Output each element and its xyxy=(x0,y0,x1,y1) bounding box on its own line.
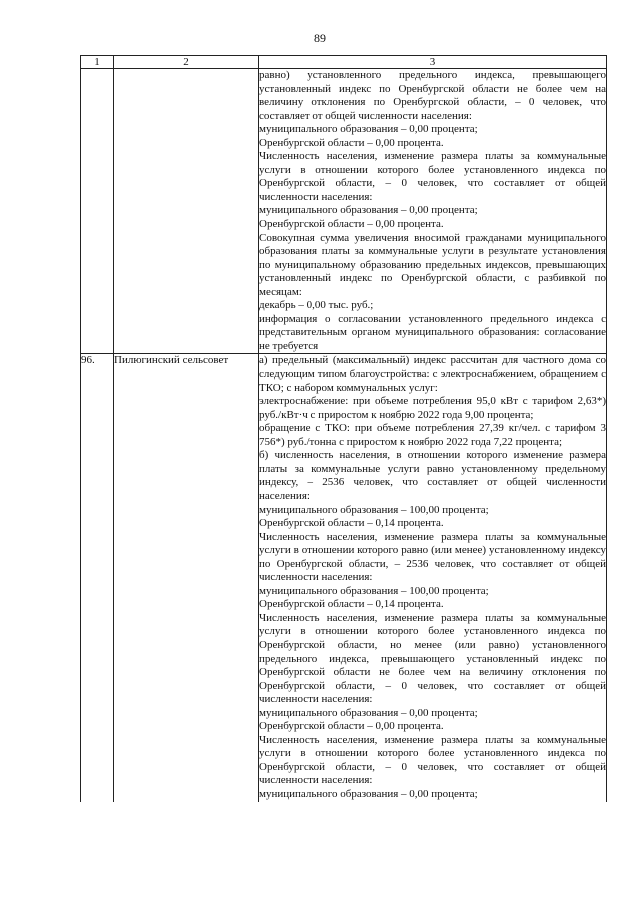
paragraph: муниципального образования – 0,00 процента; xyxy=(259,204,478,217)
paragraph: обращение с ТКО: при объеме потребления 27,39 кг/чел. с тарифом 3 756*) руб./тонна с приростом к ноябрю 2022 года 7,22 процента; xyxy=(259,422,606,448)
paragraph: муниципального образования – 100,00 процента; xyxy=(259,584,489,597)
paragraph: Оренбургской области – 0,00 процента. xyxy=(259,720,444,733)
paragraph: муниципального образования – 0,00 процента; xyxy=(259,787,478,800)
row-number xyxy=(81,69,114,354)
paragraph: Численность населения, изменение размера платы за коммунальные услуги в отношении которого равно (или менее) установленному индексу по Оренбургской области, – 2536 человек, что составляет от общей численности населения: xyxy=(259,530,606,584)
paragraph: Оренбургской области – 0,14 процента. xyxy=(259,598,444,611)
paragraph: Совокупная сумма увеличения вносимой гражданами муниципального образования платы за коммунальные услуги в результате установления по муниципальному образованию предельных индексов, превышающих установленный индекс по Оренбургской области, с разбивкой по месяцам: xyxy=(259,231,606,298)
paragraph: декабрь – 0,00 тыс. руб.; xyxy=(259,299,374,312)
municipality-name xyxy=(114,69,259,354)
paragraph: а) предельный (максимальный) индекс рассчитан для частного дома со следующим типом благоустройства: с электроснабжением, обращением с ТКО; с набором коммунальных услуг: xyxy=(259,354,606,394)
paragraph: Оренбургской области – 0,00 процента. xyxy=(259,218,444,231)
municipality-name: Пилюгинский сельсовет xyxy=(114,354,259,802)
paragraph: Численность населения, изменение размера платы за коммунальные услуги в отношении которого более установленного индекса по Оренбургской области, – 0 человек, что составляет от общей численности населения: xyxy=(259,733,606,787)
header-col-2: 2 xyxy=(114,56,259,69)
paragraph: Численность населения, изменение размера платы за коммунальные услуги в отношении которого более установленного индекса по Оренбургской области, – 0 человек, что составляет от общей численности населения: xyxy=(259,150,606,203)
paragraph: б) численность населения, в отношении которого изменение размера платы за коммунальные услуги равно установленному предельному индексу, – 2536 человек, что составляет от общей численности населения: xyxy=(259,449,606,502)
header-col-1: 1 xyxy=(81,56,114,69)
row-description xyxy=(259,69,607,354)
paragraph: информация о согласовании установленного предельного индекса с представительным органом муниципального образования: согласование не требуется xyxy=(259,312,606,352)
paragraph: Оренбургской области – 0,14 процента. xyxy=(259,517,444,530)
paragraph: Оренбургской области – 0,00 процента. xyxy=(259,136,444,149)
header-col-3: 3 xyxy=(259,56,607,69)
table-row xyxy=(81,69,607,354)
tariff-index-table xyxy=(80,55,607,802)
row-description xyxy=(259,354,607,802)
paragraph: равно) установленного предельного индекса, превышающего установленный индекс по Оренбургской области не более чем на величину отклонения по Оренбургской области, – 0 человек, что составляет от общей численности населения: xyxy=(259,69,606,122)
paragraph: электроснабжение: при объеме потребления 95,0 кВт с тарифом 2,63*) руб./кВт·ч с приростом к ноябрю 2022 года 9,00 процента; xyxy=(259,395,606,421)
paragraph: муниципального образования – 0,00 процента; xyxy=(259,706,478,719)
page-number: 89 xyxy=(314,31,326,45)
table-row xyxy=(81,354,607,802)
table-header-row xyxy=(81,56,607,69)
row-number: 96. xyxy=(81,354,114,802)
paragraph: Численность населения, изменение размера платы за коммунальные услуги в отношении которого более установленного индекса по Оренбургской области, но менее (или равно) установленного предельного индекса, превышающего установленный индекс по Оренбургской области не более чем на величину отклонения по Оренбургской области, – 0 человек, что составляет от общей численности населения: xyxy=(259,611,606,706)
paragraph: муниципального образования – 100,00 процента; xyxy=(259,503,489,516)
paragraph: муниципального образования – 0,00 процента; xyxy=(259,123,478,136)
